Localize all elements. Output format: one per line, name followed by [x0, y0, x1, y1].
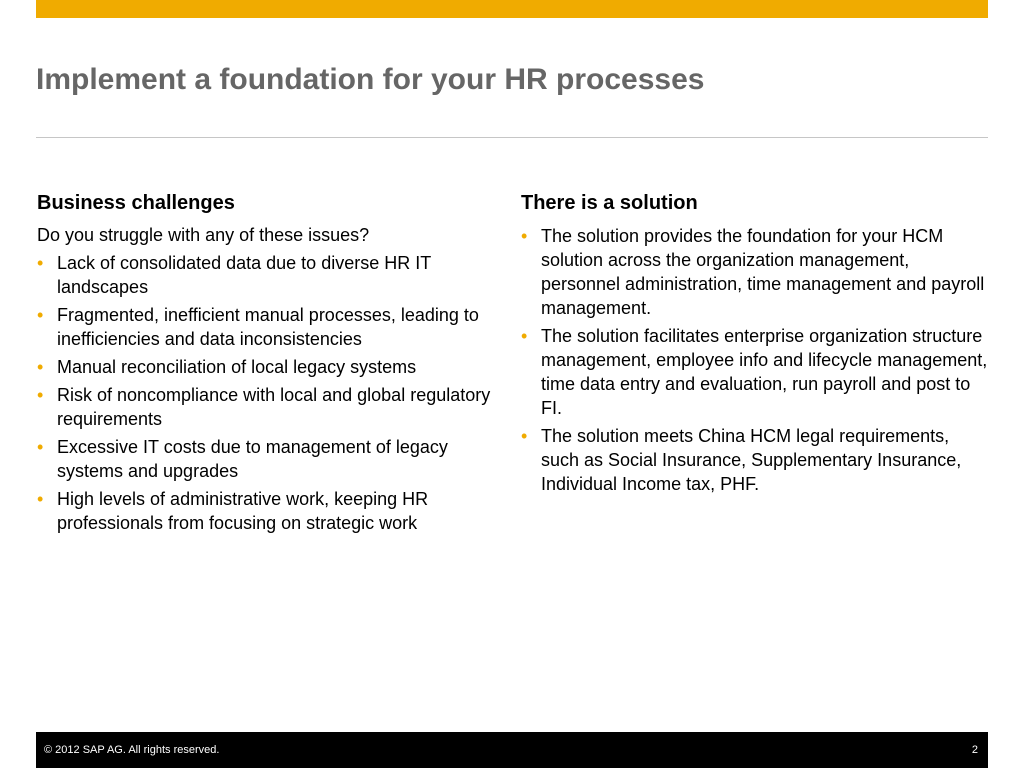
- challenges-list: [37, 251, 505, 535]
- solution-list: [521, 224, 989, 496]
- challenge-item: [37, 303, 505, 351]
- solution-item: [521, 224, 989, 320]
- solution-column: [521, 190, 989, 500]
- bullet-icon: •: [521, 226, 528, 246]
- challenge-item: [37, 355, 505, 379]
- bullet-icon: •: [521, 426, 528, 446]
- footer-bar: [36, 732, 988, 768]
- solution-item: [521, 424, 989, 496]
- challenge-item: [37, 251, 505, 299]
- business-challenges-heading: Business challenges: [37, 192, 235, 214]
- copyright-text: © 2012 SAP AG. All rights reserved.: [44, 744, 220, 756]
- challenges-intro: Do you struggle with any of these issues?: [37, 225, 370, 245]
- challenge-text: Lack of consolidated data due to diverse HR IT landscapes: [57, 253, 431, 297]
- challenge-text: High levels of administrative work, keeping HR professionals from focusing on strategic work: [57, 489, 429, 533]
- title-divider: [36, 137, 988, 138]
- challenge-text: Manual reconciliation of local legacy systems: [57, 357, 417, 377]
- challenge-item: [37, 383, 505, 431]
- solution-item: [521, 324, 989, 420]
- solution-heading: There is a solution: [521, 192, 698, 214]
- bullet-icon: •: [37, 437, 44, 457]
- bullet-icon: •: [37, 385, 44, 405]
- challenge-text: Risk of noncompliance with local and global regulatory requirements: [57, 385, 491, 429]
- challenge-text: Excessive IT costs due to management of legacy systems and upgrades: [57, 437, 448, 481]
- solution-text: The solution meets China HCM legal requirements, such as Social Insurance, Supplementary Insurance, Individual Income tax, PHF.: [541, 426, 962, 494]
- top-accent-bar: [36, 0, 988, 18]
- slide-title: Implement a foundation for your HR processes: [36, 63, 705, 96]
- business-challenges-column: [37, 190, 505, 539]
- bullet-icon: •: [37, 305, 44, 325]
- page-number: 2: [971, 744, 978, 756]
- solution-text: The solution facilitates enterprise organization structure management, employee info and lifecycle management, time data entry and evaluation, run payroll and post to FI.: [541, 326, 988, 418]
- challenge-text: Fragmented, inefficient manual processes, leading to inefficiencies and data inconsistencies: [57, 305, 479, 349]
- challenge-item: [37, 435, 505, 483]
- bullet-icon: •: [37, 489, 44, 509]
- solution-text: The solution provides the foundation for your HCM solution across the organization management, personnel administration, time management and payroll management.: [541, 226, 985, 318]
- bullet-icon: •: [37, 253, 44, 273]
- bullet-icon: •: [521, 326, 528, 346]
- bullet-icon: •: [37, 357, 44, 377]
- challenge-item: [37, 487, 505, 535]
